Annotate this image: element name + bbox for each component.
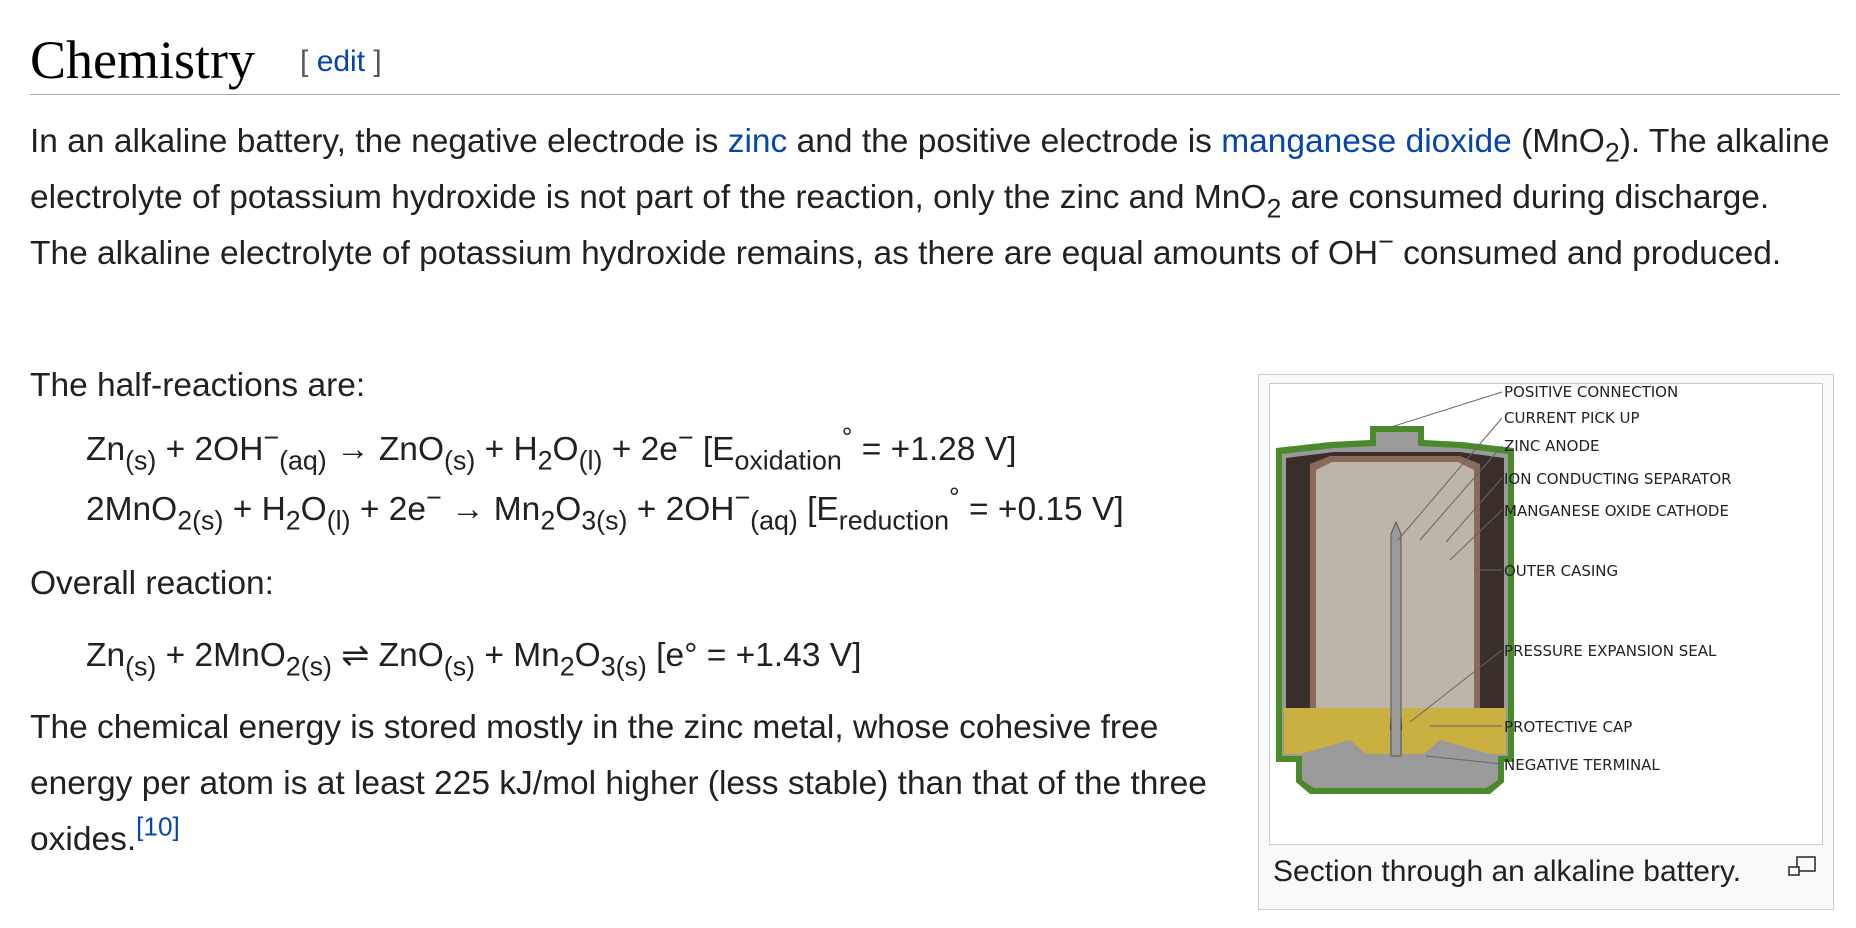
label-seal: PRESSURE EXPANSION SEAL bbox=[1504, 642, 1717, 660]
label-protective-cap: PROTECTIVE CAP bbox=[1504, 718, 1633, 736]
paragraph-overall-reaction: Overall reaction: bbox=[30, 565, 274, 602]
equation-reduction: $2MnO_{2(s)} + H_2O_{(l)} + 2e^- \to Mn_2O_{3(s)} + 2OH^-_{(aq)}$ [$E_{reduction}^\circ = +0.15$ V] bbox=[86, 482, 1124, 536]
figure-caption: Section through an alkaline battery. bbox=[1273, 855, 1742, 888]
edit-link[interactable]: edit bbox=[316, 45, 366, 78]
battery-diagram[interactable] bbox=[1269, 383, 1823, 845]
edit-bracket-open: [ bbox=[300, 45, 309, 78]
battery-section-svg bbox=[1270, 384, 1821, 843]
label-negative-terminal: NEGATIVE TERMINAL bbox=[1504, 756, 1660, 774]
equation-oxidation: $Zn_{(s)} + 2OH^-_{(aq)} \to ZnO_{(s)} + H_2O_{(l)} + 2e^-$ [$E_{oxidation}^\circ = +1.28$ V] bbox=[86, 422, 1017, 476]
current-pickup-shape bbox=[1391, 522, 1401, 756]
label-cathode: MANGANESE OXIDE CATHODE bbox=[1504, 502, 1729, 520]
edit-section-link bbox=[300, 42, 382, 82]
paragraph-chemical-energy: The chemical energy is stored mostly in the zinc metal, whose cohesive free energy per atom is at least 225 kJ/mol higher (less stable) than that of the three oxides.[10] bbox=[30, 709, 1207, 858]
magnify-clip-icon[interactable] bbox=[1787, 855, 1817, 881]
link-zinc[interactable]: zinc bbox=[727, 123, 788, 160]
section-title: Chemistry bbox=[30, 30, 255, 90]
paragraph-electrodes: In an alkaline battery, the negative electrode is zinc and the positive electrode is manganese dioxide (MnO$_2$). The alkaline electrolyte of potassium hydroxide is not part of the reaction, only the zinc and MnO$_2$ are consumed during discharge. The alkaline electrolyte of potassium hydroxide remains, as there are equal amounts of OH− consumed and produced. bbox=[30, 123, 1830, 272]
label-positive-connection: POSITIVE CONNECTION bbox=[1504, 384, 1679, 401]
label-zinc-anode: ZINC ANODE bbox=[1504, 437, 1600, 455]
reference-10[interactable]: [10] bbox=[136, 811, 180, 842]
figure-labels bbox=[1504, 384, 1732, 774]
label-separator: ION CONDUCTING SEPARATOR bbox=[1504, 470, 1732, 488]
battery-figure bbox=[1258, 374, 1834, 910]
label-outer-casing: OUTER CASING bbox=[1504, 562, 1619, 580]
paragraph-half-reactions: The half-reactions are: bbox=[30, 367, 366, 404]
label-current-pick-up: CURRENT PICK UP bbox=[1504, 409, 1640, 427]
section-heading bbox=[30, 22, 1840, 95]
equation-overall: $Zn_{(s)} + 2MnO_{2(s)}$ ⇌ $ZnO_{(s)} + Mn_2O_{3(s)}$ [e° = +1.43 V] bbox=[86, 637, 862, 682]
edit-bracket-close: ] bbox=[373, 45, 382, 78]
link-manganese-dioxide[interactable]: manganese dioxide bbox=[1221, 123, 1512, 160]
